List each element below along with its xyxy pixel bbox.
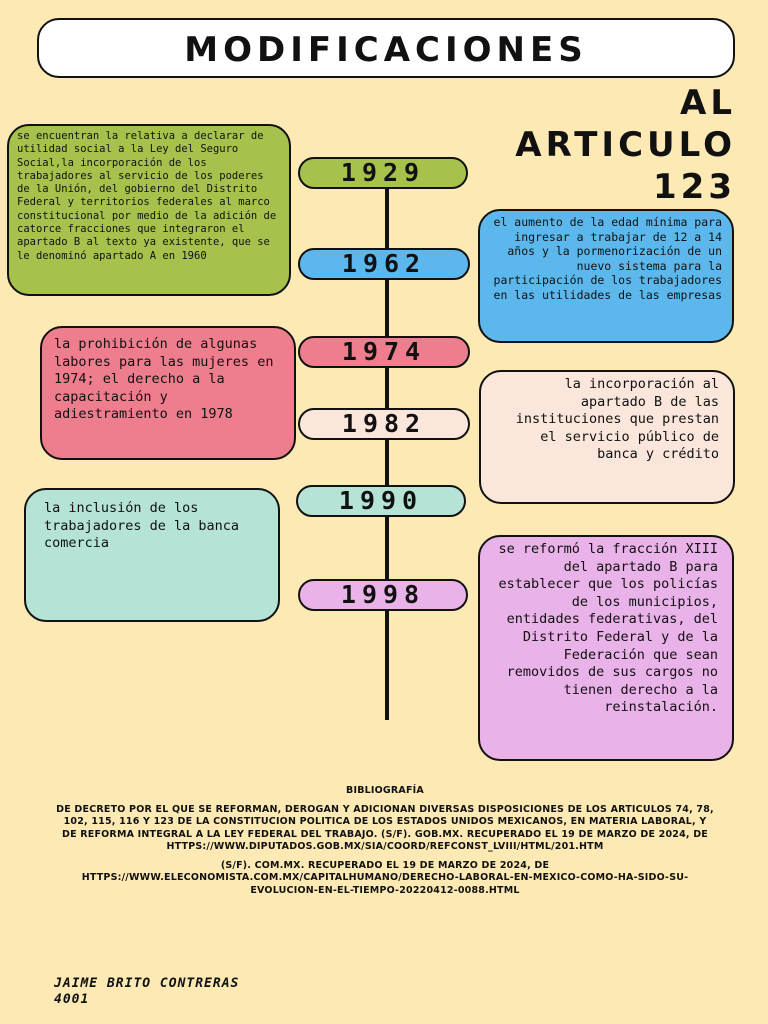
event-card-1998 (478, 535, 734, 761)
event-card-1974 (40, 326, 296, 460)
event-text: la inclusión de los trabajadores de la banca comercia (44, 500, 240, 551)
year-pill-1998 (298, 579, 468, 611)
bibliography (55, 785, 715, 903)
year-pill-1929 (298, 157, 468, 189)
event-card-1962 (478, 209, 734, 343)
author-block (54, 976, 239, 1008)
year-label: 1982 (341, 409, 427, 438)
author-name: JAIME BRITO CONTRERAS (54, 976, 240, 991)
year-pill-1974 (298, 336, 470, 368)
event-card-1982 (479, 370, 735, 504)
event-text: se reformó la fracción XIII del apartado B para establecer que los policías de los municipios, entidades federativas, del Distrito Federal y de la Federación que sean removidos de sus cargos no tienen derecho a la reinstalación. (498, 541, 718, 716)
year-pill-1962 (298, 248, 470, 280)
event-card-1929 (7, 124, 291, 296)
bibliography-entry: DE DECRETO POR EL QUE SE REFORMAN, DEROGAN Y ADICIONAN DIVERSAS DISPOSICIONES DE LOS ARTICULOS 74, 78, 102, 115, 116 Y 123 DE LA CONSTITUCION POLITICA DE LOS ESTADOS UNIDOS MEXICANOS, EN MATERIA LABORAL, Y DE REFORMA INTEGRAL A LA LEY FEDERAL DEL TRABAJO. (S/F). GOB.MX. RECUPERADO EL 19 DE MARZO DE 2024, DE HTTPS://WWW.DIPUTADOS.GOB.MX/SIA/COORD/REFCONST_LVIII/HTML/201.HTM (56, 803, 714, 852)
bibliography-heading: BIBLIOGRAFÍA (346, 785, 424, 796)
year-label: 1962 (341, 249, 427, 278)
year-label: 1929 (340, 158, 426, 187)
title-banner (37, 18, 735, 78)
event-text: la prohibición de algunas labores para las mujeres en 1974; el derecho a la capacitación y adiestramiento en 1978 (54, 336, 274, 422)
event-text: la incorporación al apartado B de las instituciones que prestan el servicio público de banca y crédito (515, 376, 719, 462)
author-group: 4001 (54, 992, 90, 1007)
event-text: el aumento de la edad mínima para ingresar a trabajar de 12 a 14 años y la pormenorización de un nuevo sistema para la participación de los trabajadores en las utilidades de las empresas (493, 215, 722, 302)
subtitle-line-123: 123 (653, 167, 736, 207)
year-pill-1990 (296, 485, 466, 517)
subtitle-line-articulo: ARTICULO (515, 125, 736, 165)
year-pill-1982 (298, 408, 470, 440)
year-label: 1998 (340, 580, 426, 609)
year-label: 1990 (338, 486, 424, 515)
page-title: MODIFICACIONES (184, 30, 588, 70)
subtitle-line-al: AL (680, 83, 736, 123)
year-label: 1974 (341, 337, 427, 366)
event-card-1990 (24, 488, 280, 622)
bibliography-entry: (S/F). COM.MX. RECUPERADO EL 19 DE MARZO DE 2024, DE HTTPS://WWW.ELECONOMISTA.COM.MX/CAPITALHUMANO/DERECHO-LABORAL-EN-MEXICO-COMO-HA-SIDO-SU-EVOLUCION-EN-EL-TIEMPO-20220412-0088.HTML (81, 859, 689, 896)
event-text: se encuentran la relativa a declarar de utilidad social a la Ley del Seguro Social,la incorporación de los trabajadores al servicio de los poderes de la Unión, del gobierno del Distrito Federal y territorios federales al marco constitucional por medio de la adición de catorce fracciones que integraron el apartado B al texto ya existente, que se le denominó apartado A en 1960 (17, 130, 277, 262)
